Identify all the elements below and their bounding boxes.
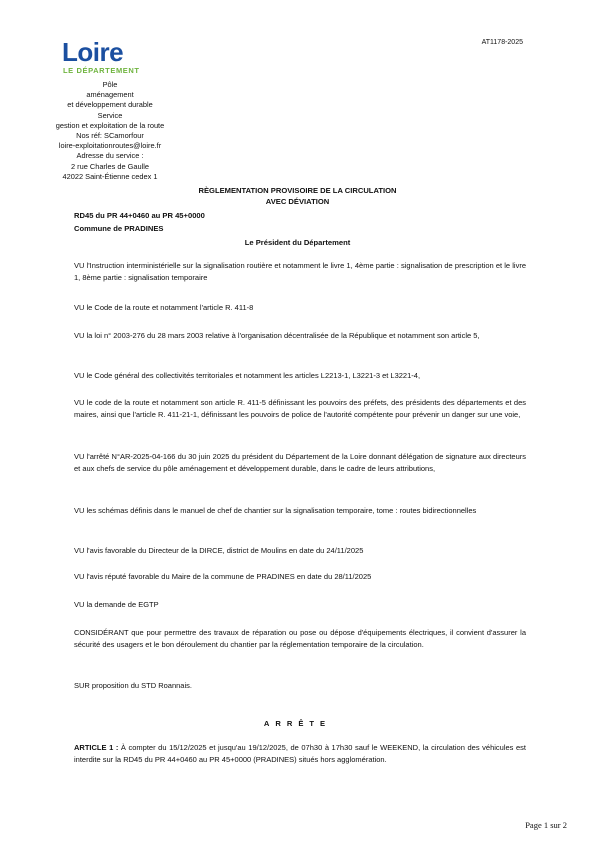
sender-email: loire-exploitationroutes@loire.fr	[58, 141, 162, 151]
sender-line: Service	[97, 110, 123, 120]
article-1	[74, 742, 526, 766]
sender-line: 42022 Saint-Étienne cedex 1	[62, 171, 158, 181]
whereas-clause: VU le code de la route et notamment son article R. 411-5 définissant les pouvoirs des préfets, des présidents des départements et des maires, ainsi que l'article R. 411-21-1, définissant les pouvoirs de police de l'autorité compétente pour prévenir un danger sur une voie,	[74, 398, 526, 420]
sender-line: gestion et exploitation de la route	[55, 120, 165, 130]
road-section: RD45 du PR 44+0460 au PR 45+0000	[74, 211, 205, 220]
logo-wordmark: Loire	[62, 37, 124, 67]
whereas-clause: VU l'avis favorable du Directeur de la DIRCE, district de Moulins en date du 24/11/2025	[74, 546, 364, 555]
sender-line: Adresse du service :	[76, 151, 144, 161]
whereas-clause: VU l'arrêté N°AR-2025-04-166 du 30 juin 2025 du président du Département de la Loire donnant délégation de signature aux directeurs et aux chefs de service du pôle aménagement et développement durable, dans le cadre de leurs attributions,	[74, 452, 526, 474]
issuer-title: Le Président du Département	[244, 238, 351, 247]
article-label: ARTICLE 1 :	[74, 743, 119, 752]
article-text: À compter du 15/12/2025 et jusqu'au 19/12/2025, de 07h30 à 17h30 sauf le WEEKEND, la circulation des véhicules est interdite sur la RD45 du PR 44+0460 au PR 45+0000 (PRADINES) situés hors agglomération.	[74, 743, 526, 765]
sender-line: aménagement	[86, 90, 134, 100]
whereas-clause: VU le Code de la route et notamment l'article R. 411-8	[74, 303, 254, 312]
loire-logo	[62, 38, 148, 78]
decree-heading: ARRÊTE	[263, 719, 332, 728]
logo-subtitle: LE DÉPARTEMENT	[63, 66, 140, 75]
whereas-clause: VU les schémas définis dans le manuel de chef de chantier sur la signalisation temporaire, tome : routes bidirectionnelles	[74, 506, 477, 515]
whereas-clause: VU l'Instruction interministérielle sur la signalisation routière et notamment le livre 1, 4ème partie : signalisation de prescription et le livre 1, 8ème partie : signalisation temporaire	[74, 261, 526, 283]
document-reference: AT1178-2025	[481, 39, 523, 46]
proposal-clause: SUR proposition du STD Roannais.	[74, 681, 192, 690]
document-subtitle: AVEC DÉVIATION	[265, 197, 330, 206]
sender-line: et développement durable	[67, 100, 153, 110]
commune-name: Commune de PRADINES	[74, 224, 164, 233]
whereas-clause: VU la demande de EGTP	[74, 600, 159, 609]
whereas-clause: VU la loi n° 2003-276 du 28 mars 2003 relative à l'organisation décentralisée de la République et notamment son article 5,	[74, 331, 480, 340]
document-title: RÈGLEMENTATION PROVISOIRE DE LA CIRCULATION	[198, 186, 397, 195]
considering-clause: CONSIDÉRANT que pour permettre des travaux de réparation ou pose ou dépose d'équipements électriques, il convient d'assurer la sécurité des usagers et le bon déroulement du chantier par la réglementation temporaire de la circulation.	[74, 628, 526, 650]
sender-line: Nos réf: SCamorfour	[76, 131, 144, 141]
whereas-clause: VU le Code général des collectivités territoriales et notamment les articles L2213-1, L3221-3 et L3221-4,	[74, 371, 421, 380]
whereas-clause: VU l'avis réputé favorable du Maire de la commune de PRADINES en date du 28/11/2025	[74, 572, 372, 581]
sender-line: Pôle	[102, 80, 118, 89]
page-number: Page 1 sur 2	[525, 820, 567, 830]
sender-block	[20, 80, 200, 182]
sender-line: 2 rue Charles de Gaulle	[70, 161, 150, 171]
